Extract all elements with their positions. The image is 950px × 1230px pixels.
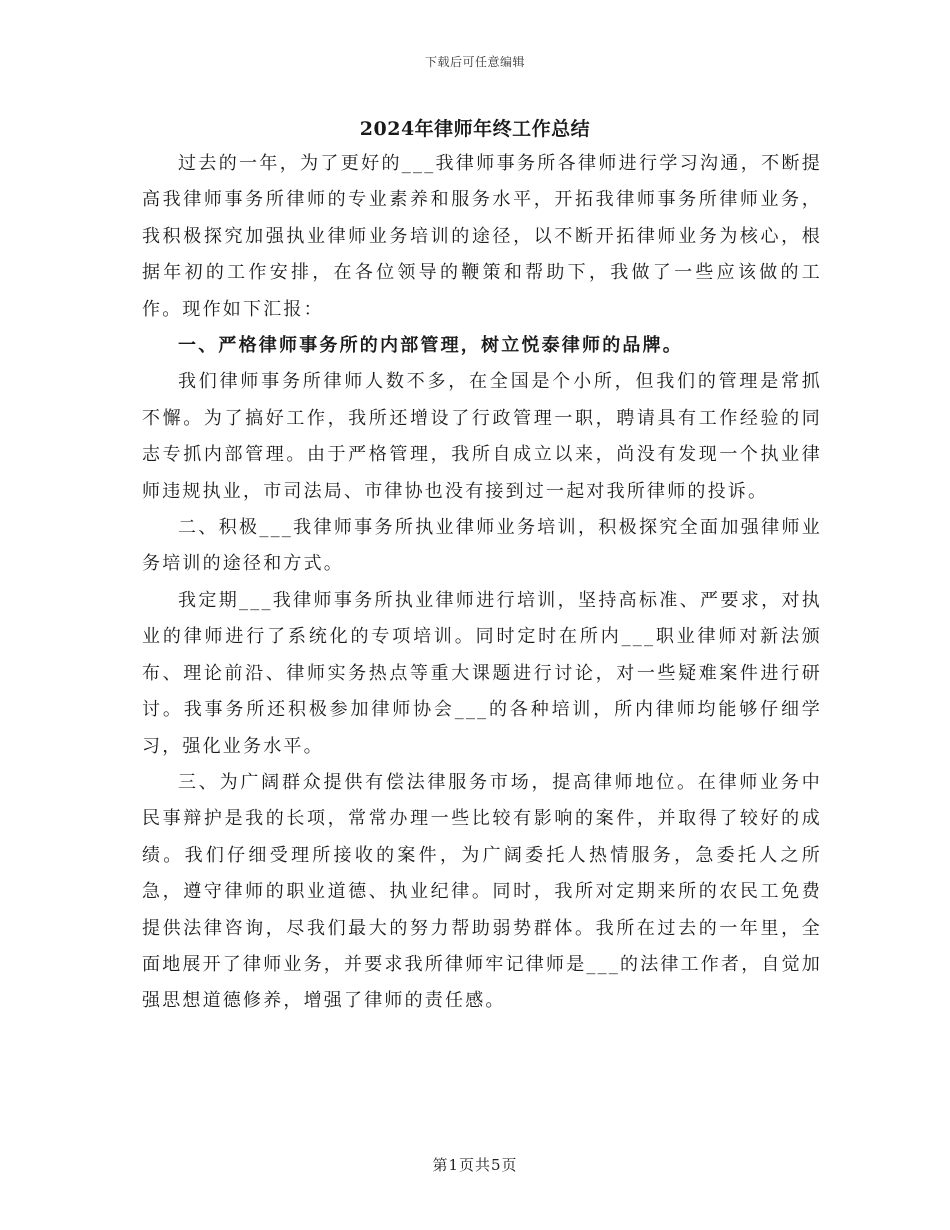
section-two-paragraph: 我定期___我律师事务所执业律师进行培训，坚持高标准、严要求，对执业的律师进行了系统化的专项培训。同时定时在所内___职业律师对新法颁布、理论前沿、律师实务热点等重大课题进行讨论，对一些疑难案件进行研讨。我事务所还积极参加律师协会___的各种培训，所内律师均能够仔细学习，强化业务水平。: [142, 589, 822, 757]
section-three-paragraph: 三、为广阔群众提供有偿法律服务市场，提高律师地位。在律师业务中民事辩护是我的长项，常常办理一些比较有影响的案件，并取得了较好的成绩。我们仔细受理所接收的案件，为广阔委托人热情服务，急委托人之所急，遵守律师的职业道德、执业纪律。同时，我所对定期来所的农民工免费提供法律咨询，尽我们最大的努力帮助弱势群体。我所在过去的一年里，全面地展开了律师业务，并要求我所律师牢记律师是___的法律工作者，自觉加强思想道德修养，增强了律师的责任感。: [142, 771, 822, 1012]
section-two-heading: 二、积极___我律师事务所执业律师业务培训，积极探究全面加强律师业务培训的途径和方式。: [142, 517, 822, 575]
section-one-paragraph: 我们律师事务所律师人数不多，在全国是个小所，但我们的管理是常抓不懈。为了搞好工作，我所还增设了行政管理一职，聘请具有工作经验的同志专抓内部管理。由于严格管理，我所自成立以来，尚没有发现一个执业律师违规执业，市司法局、市律协也没有接到过一起对我所律师的投诉。: [142, 371, 822, 502]
document-body: [142, 146, 822, 1020]
intro-paragraph: 过去的一年，为了更好的___我律师事务所各律师进行学习沟通，不断提高我律师事务所律师的专业素养和服务水平，开拓我律师事务所律师业务，我积极探究加强执业律师业务培训的途径，以不断开拓律师业务为核心，根据年初的工作安排，在各位领导的鞭策和帮助下，我做了一些应该做的工作。现作如下汇报：: [142, 153, 822, 320]
page-number: 第1页共5页: [432, 1156, 518, 1174]
section-one-heading: 一、严格律师事务所的内部管理，树立悦泰律师的品牌。: [178, 335, 683, 357]
page-header-note: 下载后可任意编辑: [424, 55, 525, 69]
document-title: 2024年律师年终工作总结: [359, 118, 591, 140]
